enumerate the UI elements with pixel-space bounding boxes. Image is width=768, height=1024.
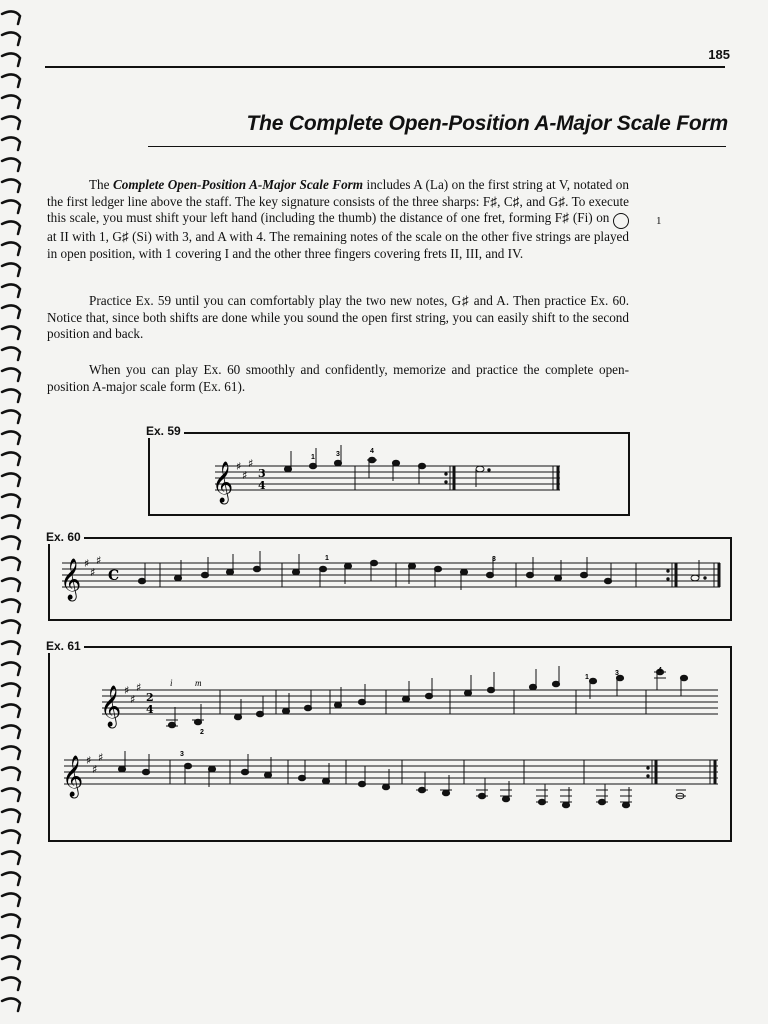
binding-coil-icon <box>2 158 20 171</box>
staff-lines <box>215 466 560 490</box>
svg-text:♯: ♯ <box>84 557 90 570</box>
treble-clef-icon: 𝄞 <box>100 686 122 727</box>
binding-coil-icon <box>2 872 20 885</box>
binding-coil-icon <box>2 137 20 150</box>
final-barline <box>667 560 719 587</box>
binding-coil-icon <box>2 515 20 528</box>
svg-text:♯: ♯ <box>98 751 104 764</box>
binding-coil-icon <box>2 578 20 591</box>
time-signature-bottom: 4 <box>146 703 154 716</box>
binding-coil-icon <box>2 95 20 108</box>
binding-coil-icon <box>2 830 20 843</box>
paragraph-practice: Practice Ex. 59 until you can comfortably play the two new notes, G♯ and A. Then practice Ex. 60. Notice that, since both shifts are done while you sound the open first string, you can easily shift to the second position and back. <box>47 293 629 341</box>
svg-text:♯: ♯ <box>248 457 254 470</box>
svg-text:♯: ♯ <box>96 554 102 567</box>
title-underline <box>148 146 726 147</box>
example-61-staff <box>50 648 726 836</box>
staff-lines-system-1 <box>102 690 718 714</box>
binding-coil-icon <box>2 116 20 129</box>
binding-coil-icon <box>2 410 20 423</box>
binding-coil-icon <box>2 935 20 948</box>
binding-coil-icon <box>2 74 20 87</box>
fingering: 1 <box>325 555 329 562</box>
binding-coil-icon <box>2 389 20 402</box>
binding-coil-icon <box>2 368 20 381</box>
svg-text:♯: ♯ <box>90 566 96 579</box>
fingering: 1 <box>585 674 589 681</box>
binding-coil-icon <box>2 11 20 24</box>
binding-coil-icon <box>2 641 20 654</box>
binding-coil-icon <box>2 662 20 675</box>
binding-coil-icon <box>2 284 20 297</box>
binding-coil-icon <box>2 788 20 801</box>
binding-coil-icon <box>2 494 20 507</box>
notes <box>118 666 715 808</box>
example-59-staff <box>150 434 626 512</box>
treble-clef-icon: 𝄞 <box>212 462 234 503</box>
page-number: 185 <box>708 47 730 62</box>
notes <box>284 445 558 490</box>
fingering: 4 <box>658 667 662 674</box>
binding-coil-icon <box>2 221 20 234</box>
binding-coil-icon <box>2 998 20 1011</box>
binding-coil-icon <box>2 620 20 633</box>
notes <box>138 551 636 590</box>
binding-coil-icon <box>2 179 20 192</box>
svg-text:♯: ♯ <box>242 469 248 482</box>
binding-coil-icon <box>2 725 20 738</box>
svg-text:♯: ♯ <box>136 681 142 694</box>
fingering: 2 <box>200 729 204 736</box>
fingering: 3 <box>492 556 496 563</box>
time-signature-top: 3 <box>258 467 266 480</box>
paragraph-memorize: When you can play Ex. 60 smoothly and confidently, memorize and practice the complete open-position A-major scale form (Ex. 61). <box>47 362 629 394</box>
binding-coil-icon <box>2 746 20 759</box>
binding-coil-icon <box>2 914 20 927</box>
fingering: 3 <box>180 751 184 758</box>
binding-coil-icon <box>2 977 20 990</box>
binding-coil-icon <box>2 851 20 864</box>
binding-coil-icon <box>2 53 20 66</box>
fingering: 3 <box>615 670 619 677</box>
fingering: 1 <box>311 454 315 461</box>
paragraph-intro: The Complete Open-Position A-Major Scale Form includes A (La) on the first string at V, notated on the first ledger line above the staff. The key signature consists of the three sharps: F♯, C♯, and G♯. To execute this scale, you must shift your left hand (including the thumb) the distance of one fret, forming F♯ (Fi) on 1 at II with 1, G♯ (Si) with 3, and A with 4. The remaining notes of the scale on the other five strings are played in open position, with 1 covering I and the other three fingers covering frets II, III, and IV. <box>47 177 662 261</box>
binding-coil-icon <box>2 536 20 549</box>
binding-coil-icon <box>2 452 20 465</box>
binding-coil-icon <box>2 767 20 780</box>
fingering: 4 <box>370 448 374 455</box>
binding-coil-icon <box>2 32 20 45</box>
svg-text:♯: ♯ <box>86 754 92 767</box>
spiral-binding <box>0 0 30 1024</box>
example-60-label: Ex. 60 <box>46 530 84 544</box>
section-title: The Complete Open-Position A-Major Scale Form <box>246 112 728 135</box>
staff-lines-system-2 <box>64 760 718 784</box>
svg-text:♯: ♯ <box>124 684 130 697</box>
svg-text:♯: ♯ <box>236 460 242 473</box>
binding-coil-icon <box>2 557 20 570</box>
fingering: 3 <box>336 451 340 458</box>
svg-text:♯: ♯ <box>92 763 98 776</box>
binding-coil-icon <box>2 473 20 486</box>
binding-coil-icon <box>2 809 20 822</box>
example-60-staff <box>50 539 726 617</box>
emphasized-term: Complete Open-Position A-Major Scale Form <box>112 177 364 192</box>
staff-lines <box>62 563 720 587</box>
header-rule <box>45 66 725 68</box>
example-59-label: Ex. 59 <box>146 424 184 438</box>
binding-coil-icon <box>2 704 20 717</box>
binding-coil-icon <box>2 242 20 255</box>
binding-coil-icon <box>2 347 20 360</box>
binding-coil-icon <box>2 956 20 969</box>
binding-coil-icon <box>2 599 20 612</box>
time-signature-common: C <box>108 568 120 584</box>
binding-coil-icon <box>2 305 20 318</box>
binding-coil-icon <box>2 893 20 906</box>
svg-text:♯: ♯ <box>130 693 136 706</box>
binding-coil-icon <box>2 263 20 276</box>
fingering: m <box>195 678 202 688</box>
treble-clef-icon: 𝄞 <box>60 559 82 600</box>
fingering: i <box>170 678 173 688</box>
binding-coil-icon <box>2 431 20 444</box>
binding-coil-icon <box>2 200 20 213</box>
example-61-label: Ex. 61 <box>46 639 84 653</box>
time-signature-top: 2 <box>146 691 154 704</box>
time-signature-bottom: 4 <box>258 479 266 492</box>
treble-clef-icon: 𝄞 <box>62 756 84 797</box>
binding-coil-icon <box>2 683 20 696</box>
string-number-circle: 1 <box>613 213 629 229</box>
binding-coil-icon <box>2 326 20 339</box>
